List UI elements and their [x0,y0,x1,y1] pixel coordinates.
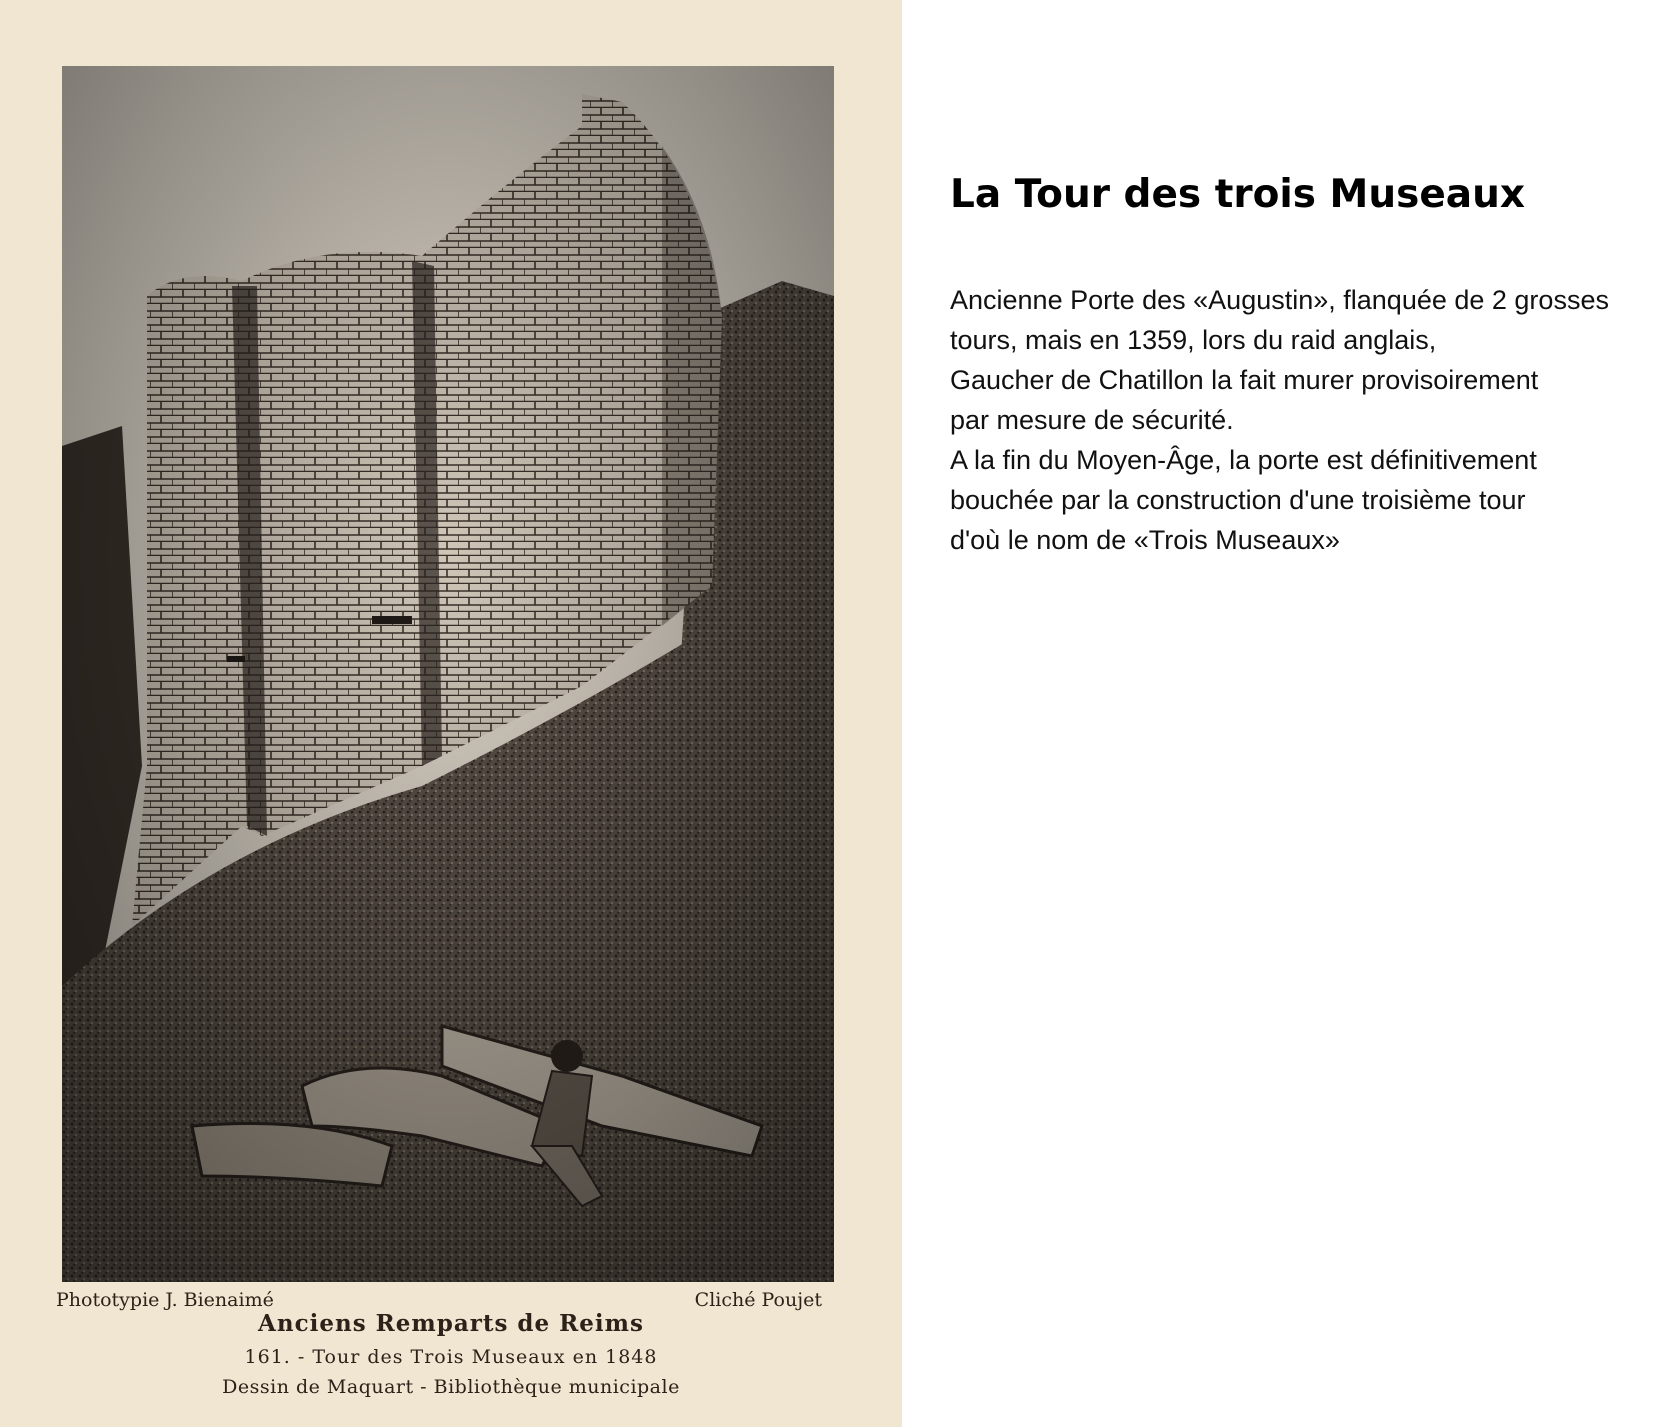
postcard-source: Dessin de Maquart - Bibliothèque municipale [222,1376,680,1398]
tower-illustration [62,66,834,1282]
description-line: Ancienne Porte des «Augustin», flanquée de 2 grosses [950,285,1609,315]
description-line: d'où le nom de «Trois Museaux» [950,525,1340,555]
engraving-image [62,66,834,1282]
description-line: A la fin du Moyen-Âge, la porte est définitivement [950,445,1537,475]
description-line: tours, mais en 1359, lors du raid anglais, [950,325,1437,355]
description-line: bouchée par la construction d'une troisième tour [950,485,1526,515]
description-line: par mesure de sécurité. [950,405,1234,435]
description-line: Gaucher de Chatillon la fait murer provisoirement [950,365,1539,395]
postcard-credit-left: Phototypie J. Bienaimé [56,1289,274,1311]
postcard-title: Anciens Remparts de Reims [258,1310,644,1337]
page-title: La Tour des trois Museaux [950,172,1526,217]
postcard-subtitle: 161. - Tour des Trois Museaux en 1848 [244,1346,658,1368]
description-text [950,280,1640,560]
postcard-credit-right: Cliché Poujet [694,1289,822,1311]
